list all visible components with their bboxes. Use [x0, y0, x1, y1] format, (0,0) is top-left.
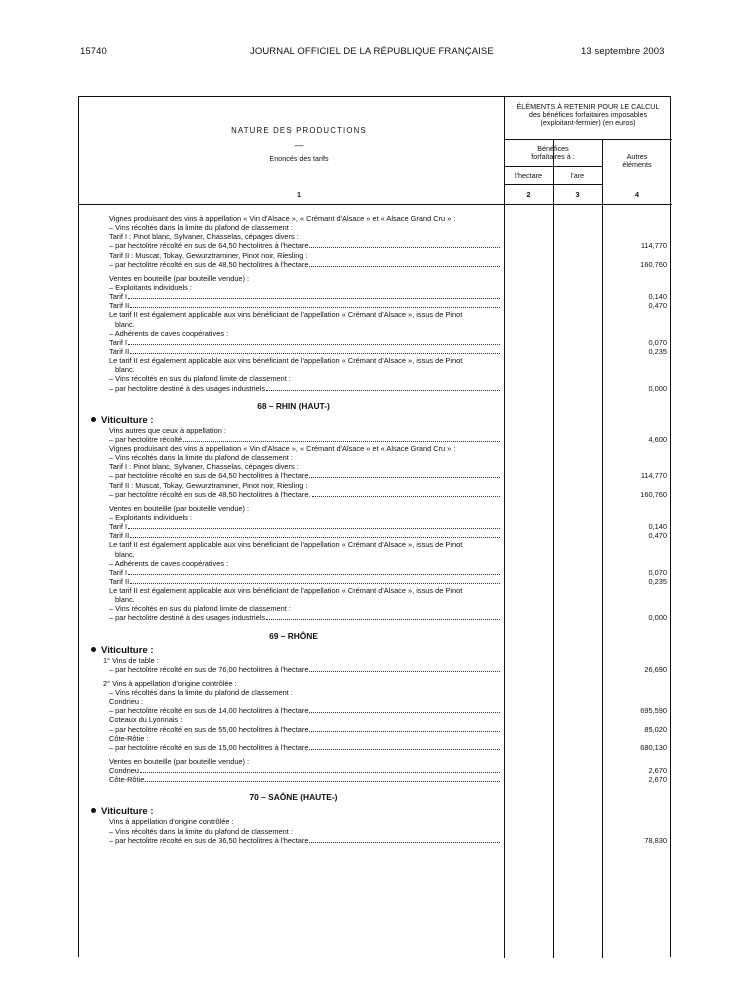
table-row	[0, 453, 750, 462]
table-row	[0, 665, 750, 674]
category-label: Viticulture :	[101, 806, 154, 818]
dot-leader	[312, 496, 501, 497]
department-title: 69 – RHÔNE	[269, 630, 318, 641]
table-row	[0, 481, 750, 490]
row-value: 0,140	[648, 522, 667, 532]
row-text: – par hectolitre récolté en sus de 36,50 hectolitres à l'hectare	[109, 835, 309, 845]
category-label: Viticulture :	[101, 644, 154, 656]
dot-leader	[266, 390, 500, 391]
row-text: – Adhérents de caves coopératives :	[109, 558, 229, 568]
table-row	[0, 577, 750, 586]
elements-title-3: (exploitant-fermier) (en euros)	[540, 118, 636, 127]
dot-leader	[130, 583, 500, 584]
dot-leader	[128, 344, 500, 345]
table-row	[0, 836, 750, 845]
row-text: Tarif I	[109, 567, 128, 577]
journal-title: JOURNAL OFFICIEL DE LA RÉPUBLIQUE FRANÇAISE	[250, 46, 494, 57]
dot-leader	[309, 842, 500, 843]
row-value: 2,670	[648, 766, 667, 776]
row-text: – par hectolitre récolté	[109, 434, 183, 444]
table-row	[0, 550, 750, 559]
table-row	[0, 604, 750, 613]
bullet-icon	[91, 808, 96, 813]
table-row	[0, 766, 750, 775]
row-text: – par hectolitre récolté en sus de 55,00 hectolitres à l'hectare	[109, 724, 309, 734]
table-row	[0, 310, 750, 319]
table-row	[0, 540, 750, 549]
table-row	[0, 301, 750, 310]
row-text: Vignes produisant des vins à appellation « Vin d'Alsace », « Crémant d'Alsace » et « Alsace Grand Cru » :	[109, 443, 456, 453]
row-text: – par hectolitre récolté en sus de 15,00 hectolitres à l'hectare	[109, 742, 309, 752]
row-text: Côte-Rôtie	[109, 775, 145, 785]
elements-title-1: ÉLÉMENTS À RETENIR POUR LE CALCUL	[516, 102, 660, 111]
row-value: 26,690	[644, 664, 667, 674]
department-title: 70 – SAÔNE (HAUTE-)	[249, 792, 338, 803]
row-text: Condrieu	[109, 766, 139, 776]
table-row	[0, 283, 750, 292]
row-text: – par hectolitre destiné à des usages industriels	[109, 613, 266, 623]
row-text: Le tarif II est également applicable aux vins bénéficiant de l'appellation « Crémant d'Alsace », issus de Pinot	[109, 310, 463, 320]
table-row	[0, 706, 750, 715]
table-row	[0, 817, 750, 826]
header-bottom-rule	[79, 204, 672, 205]
table-body	[0, 214, 750, 845]
table-row	[0, 241, 750, 250]
dot-leader	[140, 772, 500, 773]
dot-leader	[309, 477, 500, 478]
row-value: 0,070	[648, 337, 667, 347]
row-text: – par hectolitre destiné à des usages industriels	[109, 383, 266, 393]
table-row	[0, 586, 750, 595]
row-text: Vins à appellation d'origine contrôlée :	[109, 817, 234, 827]
autres-label-1: Autres	[626, 152, 648, 161]
table-row	[0, 595, 750, 604]
row-text: Tarif II : Muscat, Tokay, Gewurztraminer, Pinot noir, Riesling :	[109, 480, 308, 490]
dot-leader	[130, 537, 500, 538]
category-heading	[0, 645, 750, 656]
table-row	[0, 435, 750, 444]
dot-leader	[128, 574, 500, 575]
dot-leader	[128, 528, 500, 529]
row-text: Tarif II	[109, 301, 130, 311]
row-value: 4,600	[648, 434, 667, 444]
table-row	[0, 531, 750, 540]
benefices-label-2: forfaitaires à :	[531, 152, 575, 161]
row-value: 0,000	[648, 613, 667, 623]
table-row	[0, 471, 750, 480]
table-row	[0, 251, 750, 260]
dot-leader	[309, 671, 500, 672]
row-value: 114,770	[640, 241, 667, 251]
department-heading	[0, 784, 750, 806]
row-text: – par hectolitre récolté en sus de 64,50 hectolitres à l'hectare	[109, 471, 309, 481]
row-text: Tarif I : Pinot blanc, Sylvaner, Chasselas, cépages divers :	[109, 232, 299, 242]
table-row	[0, 232, 750, 241]
bullet-icon	[91, 647, 96, 652]
table-row	[0, 827, 750, 836]
table-row	[0, 522, 750, 531]
col-number-4: 4	[635, 190, 639, 199]
table-row	[0, 329, 750, 338]
table-row	[0, 384, 750, 393]
table-row	[0, 426, 750, 435]
row-text: – Vins récoltés en sus du plafond limite de classement :	[109, 374, 291, 384]
row-text: Vins autres que ceux à appellation :	[109, 425, 226, 435]
table-row	[0, 374, 750, 383]
row-text: Tarif I	[109, 522, 128, 532]
table-row	[0, 356, 750, 365]
row-text: Tarif II : Muscat, Tokay, Gewurztraminer, Pinot noir, Riesling :	[109, 250, 308, 260]
row-text: Le tarif II est également applicable aux vins bénéficiant de l'appellation « Crémant d'Alsace », issus de Pinot	[109, 586, 463, 596]
department-heading	[0, 623, 750, 645]
table-row	[0, 775, 750, 784]
col-number-3: 3	[575, 190, 580, 199]
row-text: – Vins récoltés dans la limite du plafond de classement :	[109, 688, 293, 698]
table-row	[0, 715, 750, 724]
table-row	[0, 656, 750, 665]
table-row	[0, 320, 750, 329]
row-text: Vignes produisant des vins à appellation « Vin d'Alsace », « Crémant d'Alsace » et « Alsace Grand Cru » :	[109, 214, 456, 223]
header-divider	[504, 139, 672, 140]
table-row	[0, 338, 750, 347]
row-text: – par hectolitre récolté en sus de 14,00 hectolitres à l'hectare	[109, 706, 309, 716]
row-value: 0,470	[648, 301, 667, 311]
table-row	[0, 490, 750, 499]
row-text: Le tarif II est également applicable aux vins bénéficiant de l'appellation « Crémant d'Alsace », issus de Pinot	[109, 356, 463, 366]
row-value: 695,590	[640, 706, 667, 716]
row-value: 2,670	[648, 775, 667, 785]
row-text: Ventes en bouteille (par bouteille vendue) :	[109, 757, 250, 767]
row-text: – Vins récoltés en sus du plafond limite de classement :	[109, 604, 291, 614]
row-value: 78,830	[644, 835, 667, 845]
table-row	[0, 444, 750, 453]
table-row	[0, 688, 750, 697]
col1-dash: —	[294, 140, 304, 150]
dot-leader	[145, 781, 500, 782]
dot-leader	[183, 441, 500, 442]
row-text: – Vins récoltés dans la limite du plafond de classement :	[109, 453, 293, 463]
table-row	[0, 260, 750, 269]
table-row	[0, 734, 750, 743]
row-text: – par hectolitre récolté en sus de 76,00 hectolitres à l'hectare	[109, 664, 309, 674]
table-row	[0, 462, 750, 471]
dot-leader	[309, 749, 500, 750]
department-title: 68 – RHIN (HAUT-)	[257, 400, 330, 411]
table-row	[0, 504, 750, 513]
row-text: Tarif II	[109, 346, 130, 356]
row-text: blanc.	[115, 319, 135, 329]
row-value: 160,760	[640, 489, 667, 499]
are-label: l'are	[570, 171, 585, 180]
table-row	[0, 214, 750, 223]
row-text: Coteaux du Lyonnais :	[109, 715, 183, 725]
autres-label-2: éléments	[622, 160, 652, 169]
table-row	[0, 292, 750, 301]
table-row	[0, 743, 750, 752]
row-value: 0,070	[648, 567, 667, 577]
table-row	[0, 559, 750, 568]
row-text: Le tarif II est également applicable aux vins bénéficiant de l'appellation « Crémant d'Alsace », issus de Pinot	[109, 540, 463, 550]
row-text: – Vins récoltés dans la limite du plafond de classement :	[109, 826, 293, 836]
table-row	[0, 697, 750, 706]
row-text: blanc.	[115, 365, 135, 375]
row-value: 0,235	[648, 346, 667, 356]
dot-leader	[266, 619, 500, 620]
department-heading	[0, 393, 750, 415]
dot-leader	[130, 307, 500, 308]
dot-leader	[309, 266, 500, 267]
row-value: 0,235	[648, 576, 667, 586]
row-value: 0,140	[648, 292, 667, 302]
row-text: Tarif I	[109, 337, 128, 347]
row-text: Côte-Rôtie :	[109, 733, 149, 743]
row-text: – par hectolitre récolté en sus de 48,50 hectolitres à l'hectare.	[109, 489, 311, 499]
bullet-icon	[91, 417, 96, 422]
row-value: 0,470	[648, 531, 667, 541]
row-text: – par hectolitre récolté en sus de 64,50 hectolitres à l'hectare	[109, 241, 309, 251]
table-row	[0, 223, 750, 232]
table-row	[0, 757, 750, 766]
table-row	[0, 725, 750, 734]
dot-leader	[130, 353, 500, 354]
table-row	[0, 365, 750, 374]
header-divider	[504, 184, 602, 185]
table-row	[0, 274, 750, 283]
row-value: 114,770	[640, 471, 667, 481]
row-text: Condrieu :	[109, 697, 144, 707]
category-label: Viticulture :	[101, 414, 154, 426]
hectare-label: l'hectare	[515, 171, 542, 180]
row-text: – Exploitants individuels :	[109, 282, 192, 292]
row-value: 160,760	[640, 259, 667, 269]
row-text: Tarif I	[109, 292, 128, 302]
col-number-2: 2	[526, 190, 531, 199]
row-text: 1° Vins de table :	[103, 655, 159, 665]
category-heading	[0, 806, 750, 817]
benefices-label-1: Bénéfices	[537, 144, 569, 153]
table-row	[0, 679, 750, 688]
col1-title: NATURE DES PRODUCTIONS	[231, 126, 367, 135]
dot-leader	[128, 298, 500, 299]
dot-leader	[309, 247, 500, 248]
elements-title-2: des bénéfices forfaitaires imposables	[528, 110, 648, 119]
table-row	[0, 613, 750, 622]
row-value: 680,130	[640, 742, 667, 752]
page-number: 15740	[80, 46, 107, 57]
header-divider	[504, 166, 602, 167]
row-text: – Exploitants individuels :	[109, 512, 192, 522]
row-text: – par hectolitre récolté en sus de 48,50 hectolitres à l'hectare	[109, 259, 309, 269]
row-value: 0,000	[648, 383, 667, 393]
row-text: – Vins récoltés dans la limite du plafond de classement :	[109, 223, 293, 233]
category-heading	[0, 415, 750, 426]
row-text: 2° Vins à appellation d'origine contrôlée :	[103, 678, 237, 688]
row-text: Tarif I : Pinot blanc, Sylvaner, Chasselas, cépages divers :	[109, 462, 299, 472]
table-row	[0, 347, 750, 356]
row-text: Ventes en bouteille (par bouteille vendue) :	[109, 503, 250, 513]
row-text: blanc.	[115, 595, 135, 605]
publication-date: 13 septembre 2003	[581, 46, 665, 57]
row-text: blanc.	[115, 549, 135, 559]
row-text: Ventes en bouteille (par bouteille vendue) :	[109, 273, 250, 283]
table-row	[0, 568, 750, 577]
dot-leader	[309, 712, 500, 713]
table-row	[0, 513, 750, 522]
dot-leader	[309, 731, 500, 732]
row-text: Tarif II	[109, 576, 130, 586]
row-text: – Adhérents de caves coopératives :	[109, 328, 229, 338]
col1-subtitle: Enoncés des tarifs	[269, 154, 329, 163]
col-number-1: 1	[297, 190, 301, 199]
row-value: 85,020	[644, 724, 667, 734]
row-text: Tarif II	[109, 531, 130, 541]
